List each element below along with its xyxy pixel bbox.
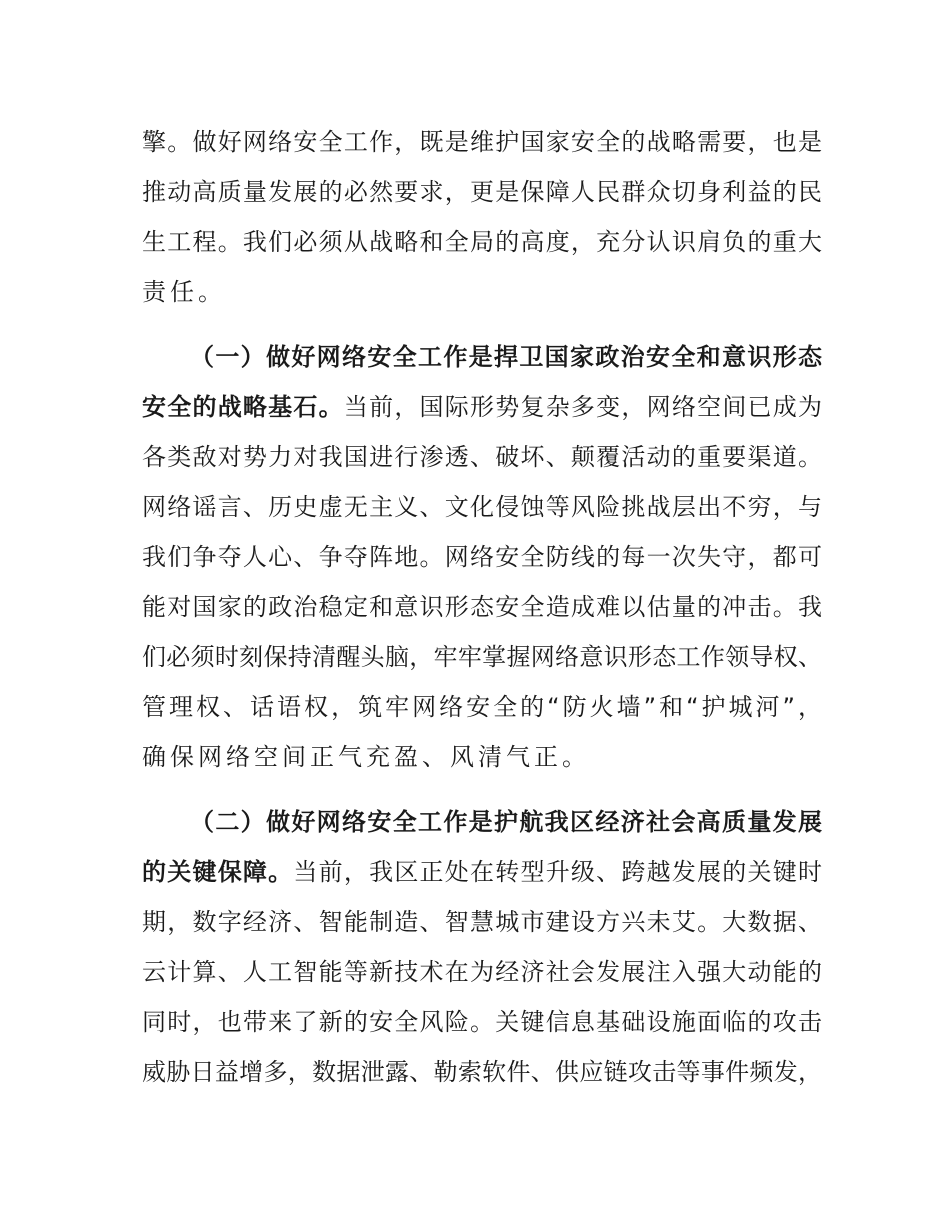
section-two-body-line-4: 威胁日益增多，数据泄露、勒索软件、供应链攻击等事件频发， [142,1058,822,1086]
section-two-line-2 [142,852,822,892]
section-two-body-line-3: 同时，也带来了新的安全风险。关键信息基础设施面临的攻击 [142,1008,822,1036]
section-two-heading-line-2: 的关键保障。 [142,858,294,886]
section-one-line-2 [142,387,822,427]
section-one-body-line-7: 确保网络空间正气充盈、风清气正。 [142,743,590,771]
section-one-body-line-6: 管理权、话语权，筑牢网络安全的“防火墙”和“护城河”， [142,693,822,721]
section-two-body-line-1: 期，数字经济、智能制造、智慧城市建设方兴未艾。大数据、 [142,908,822,936]
section-one-line-2-rest: 当前，国际形势复杂多变，网络空间已成为 [343,393,823,421]
section-two-heading-line-1: （二）做好网络安全工作是护航我区经济社会高质量发展 [190,808,822,836]
paragraph-intro-line-2: 推动高质量发展的必然要求，更是保障人民群众切身利益的民 [142,178,822,206]
paragraph-intro-line-1: 擎。做好网络安全工作，既是维护国家安全的战略需要，也是 [142,128,822,156]
section-two-line-2-rest: 当前，我区正处在转型升级、跨越发展的关键时 [293,858,823,886]
section-one-body-line-2: 网络谣言、历史虚无主义、文化侵蚀等风险挑战层出不穷，与 [142,493,822,521]
paragraph-intro-line-3: 生工程。我们必须从战略和全局的高度，充分认识肩负的重大 [142,228,822,256]
paragraph-intro-line-4: 责任。 [142,278,226,306]
section-one-body-line-4: 能对国家的政治稳定和意识形态安全造成难以估量的冲击。我 [142,593,822,621]
section-two-body-line-2: 云计算、人工智能等新技术在为经济社会发展注入强大动能的 [142,958,822,986]
section-one-body-line-5: 们必须时刻保持清醒头脑，牢牢掌握网络意识形态工作领导权、 [142,643,822,671]
section-one-heading-line-2: 安全的战略基石。 [142,393,344,421]
section-one-heading-line-1: （一）做好网络安全工作是捍卫国家政治安全和意识形态 [190,343,822,371]
section-one-body-line-3: 我们争夺人心、争夺阵地。网络安全防线的每一次失守，都可 [142,543,822,571]
section-one-body-line-1: 各类敌对势力对我国进行渗透、破坏、颠覆活动的重要渠道。 [142,443,822,471]
